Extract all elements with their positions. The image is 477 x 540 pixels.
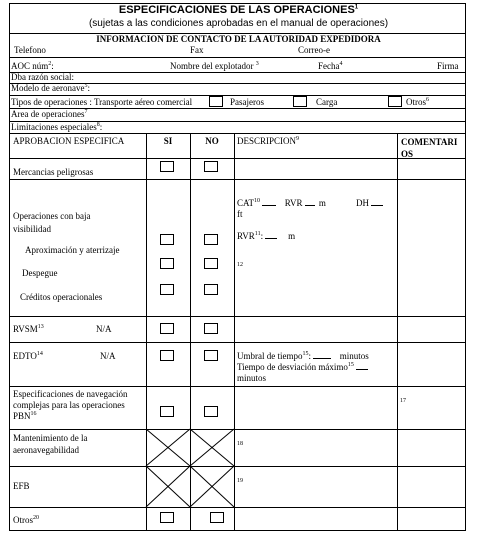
carga-label: Carga [316, 97, 338, 107]
limitaciones-label: Limitaciones especiales$^8$: [11, 122, 103, 132]
dh-field: DH [356, 198, 385, 208]
tipos-label: Tipos de operaciones : Transporte aéreo comercial [11, 97, 193, 107]
modelo-label: Modelo de aeronave$^5$: [11, 83, 90, 93]
telefono-label: Telefono [14, 45, 46, 55]
note-19: 19 [237, 478, 243, 484]
col-si: SI [163, 136, 173, 146]
firma-label: Firma [437, 61, 459, 71]
note-12: 12 [237, 262, 243, 268]
dba-label: Dba razón social: [11, 72, 74, 82]
cat-field: CAT$^{10}$ RVR m [237, 198, 326, 208]
correo-label: Correo-e [298, 45, 330, 55]
rvsm-na: N/A [96, 324, 112, 334]
row-rvsm-label: RVSM$^{13}$ [13, 324, 44, 334]
contact-heading: INFORMACION DE CONTACTO DE LA AUTORIDAD EXPEDIDORA [96, 34, 381, 44]
col-no: NO [205, 136, 219, 146]
note-17: 17 [400, 398, 406, 404]
row-pbn-label: Especificaciones de navegación complejas para las operaciones PBN$^{16}$ [13, 389, 128, 421]
form-title: ESPECIFICACIONES DE LAS OPERACIONES$^1$ [118, 4, 359, 16]
row-edto-label: EDTO$^{14}$ [13, 351, 43, 361]
desviacion-unit: minutos [237, 373, 267, 383]
row-efb-label: EFB [13, 481, 30, 491]
fecha-label: Fecha$^4$ [318, 61, 343, 71]
row-mercancias-label: Mercancias peligrosas [13, 167, 94, 177]
otros-label: Otros$^6$ [406, 97, 429, 107]
edto-na: N/A [100, 351, 116, 361]
aoc-label: AOC núm$^2$: [11, 61, 54, 71]
pasajeros-label: Pasajeros [230, 97, 264, 107]
explotador-label: Nombre del explotador $^3$ [170, 61, 259, 71]
aproximacion-label: Aproximación y aterrizaje [25, 245, 120, 255]
despegue-label: Despegue [22, 268, 58, 278]
note-18: 18 [237, 441, 243, 447]
area-label: Area de operaciones$^7$ [11, 109, 88, 119]
fax-label: Fax [190, 45, 204, 55]
dh-unit: ft [237, 209, 243, 219]
rvr-field: RVR$^{11}$: m [237, 231, 296, 241]
desviacion-field: Tiempo de desviación máximo$^{15}$ [237, 362, 370, 372]
creditos-label: Créditos operacionales [20, 292, 103, 302]
row-otros-label: Otros$^{20}$ [13, 515, 39, 525]
otros-si-checkbox[interactable] [160, 512, 174, 523]
form-subtitle: (sujetas a las condiciones aprobadas en el manual de operaciones) [88, 18, 389, 29]
col-descripcion: DESCRIPCION$^9$ [237, 136, 300, 146]
umbral-field: Umbral de tiempo$^{15}$: minutos [237, 351, 369, 361]
otros-no-checkbox[interactable] [210, 512, 224, 523]
col-comentarios: COMENTARI OS [401, 137, 458, 159]
row-baja-visibilidad-label: Operaciones con baja visibilidad [13, 211, 91, 234]
row-mantenimiento-label: Mantenimiento de la aeronavegabilidad [13, 433, 88, 455]
col-aprobacion: APROBACION ESPECIFICA [13, 136, 125, 146]
